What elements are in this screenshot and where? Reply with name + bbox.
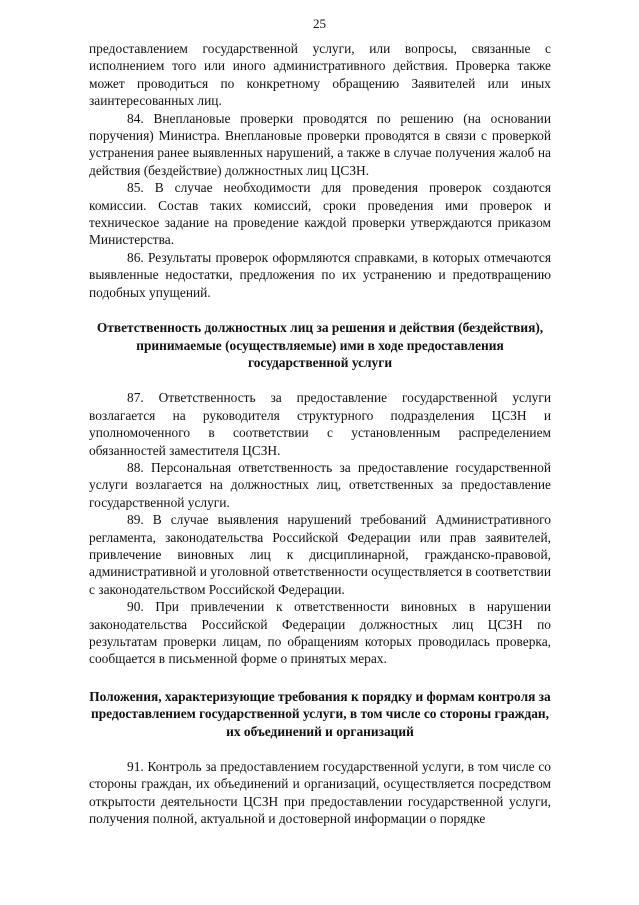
paragraph-87: 87. Ответственность за предоставление государственной услуги возлагается на руководителя структурного подразделения ЦСЗН и уполномоченного в соответствии с установленным распределением обязанностей заместителя ЦСЗН.: [89, 390, 551, 458]
paragraph-88: 88. Персональная ответственность за предоставление государственной услуги возлагается на должностных лиц, ответственных за предоставление государственной услуги.: [89, 459, 551, 510]
paragraph-continued: предоставлением государственной услуги, или вопросы, связанные с исполнением того или иного административного действия. Проверка также может проводиться по конкретному обращению Заявителей или иных заинтересованных лиц.: [89, 41, 551, 109]
paragraph-84: 84. Внеплановые проверки проводятся по решению (на основании поручения) Министра. Внеплановые проверки проводятся в связи с проверкой устранения ранее выявленных нарушений, а также в случае получения жалоб на действия (бездействие) должностных лиц ЦСЗН.: [89, 110, 551, 178]
section-heading-control-requirements: Положения, характеризующие требования к порядку и формам контроля за предоставлением государственной услуги, в том числе со стороны граждан, их объединений и организаций: [89, 688, 551, 739]
page-number: 25: [313, 16, 326, 31]
paragraph-89: 89. В случае выявления нарушений требований Административного регламента, законодательства Российской Федерации или прав заявителей, привлечение виновных лиц к дисциплинарной, гражданско-правовой, административной и уголовной ответственности осуществляется в соответствии с законодательством Российской Федерации.: [89, 512, 551, 597]
paragraph-85: 85. В случае необходимости для проведения проверок создаются комиссии. Состав таких комиссий, сроки проведения ими проверок и техническое задание на проведение каждой проверки утверждаются приказом Министерства.: [89, 180, 551, 248]
page-content: [89, 40, 551, 828]
paragraph-86: 86. Результаты проверок оформляются справками, в которых отмечаются выявленные недостатки, предложения по их устранению и предотвращению подобных упущений.: [89, 249, 551, 300]
paragraph-91: 91. Контроль за предоставлением государственной услуги, в том числе со стороны граждан, их объединений и организаций, осуществляется посредством открытости деятельности ЦСЗН при предоставлении государственной услуги, получения полной, актуальной и достоверной информации о порядке: [89, 759, 551, 827]
section-heading-responsibility: Ответственность должностных лиц за решения и действия (бездействия), принимаемые (осуществляемые) ими в ходе предоставления государственной услуги: [96, 320, 544, 370]
paragraph-90: 90. При привлечении к ответственности виновных в нарушении законодательства Российской Федерации должностных лиц ЦСЗН по результатам проверки лицам, по обращениям которых проводилась проверка, сообщается в письменной форме о принятых мерах.: [89, 599, 551, 667]
